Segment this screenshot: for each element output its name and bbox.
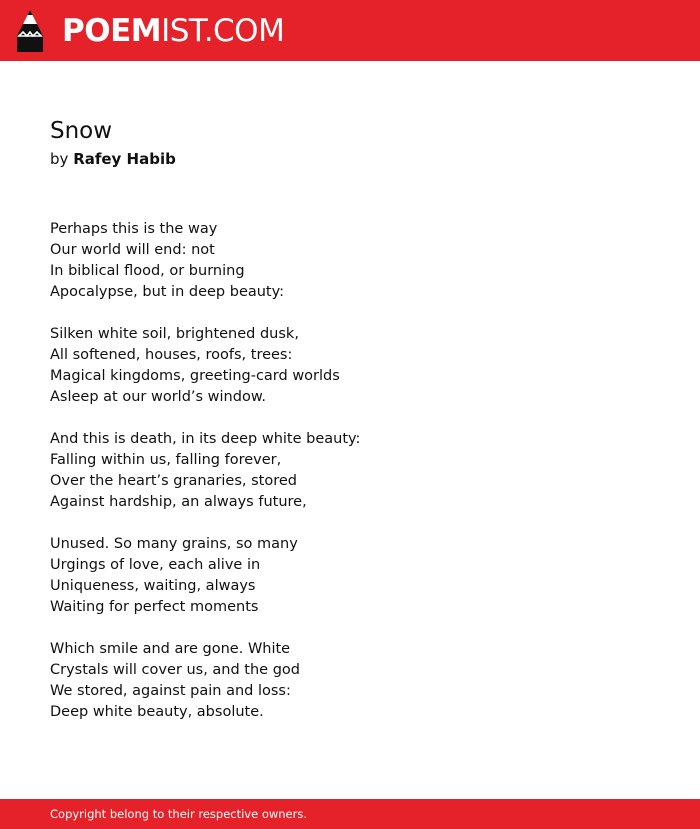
poem-line: In biblical flood, or burning: [50, 263, 245, 279]
poem-line: Falling within us, falling forever,: [50, 452, 282, 468]
poem-line: Crystals will cover us, and the god: [50, 662, 300, 678]
poem-line: All softened, houses, roofs, trees:: [50, 347, 293, 363]
poem-line: Over the heart’s granaries, stored: [50, 473, 297, 489]
poem-line: Urgings of love, each alive in: [50, 557, 261, 573]
poem-line: Apocalypse, but in deep beauty:: [50, 284, 285, 300]
pencil-icon[interactable]: [17, 10, 43, 52]
by-label: by: [50, 150, 69, 168]
poem-author[interactable]: Rafey Habib: [73, 150, 176, 168]
brand-rest: IST.COM: [161, 13, 285, 49]
stanza: [50, 429, 650, 513]
poem-line: We stored, against pain and loss:: [50, 683, 291, 699]
stanza: [50, 639, 650, 723]
poem-line: Deep white beauty, absolute.: [50, 704, 264, 720]
site-header: [0, 0, 700, 61]
poem-line: Waiting for perfect moments: [50, 599, 259, 615]
poem-title: Snow: [50, 118, 113, 144]
poem-line: Our world will end: not: [50, 242, 215, 258]
stanza: [50, 534, 650, 618]
poem-line: Against hardship, an always future,: [50, 494, 307, 510]
poem-byline: [50, 149, 176, 169]
poem-line: Unused. So many grains, so many: [50, 536, 298, 552]
poem-line: Magical kingdoms, greeting-card worlds: [50, 368, 340, 384]
poem-line: Asleep at our world’s window.: [50, 389, 266, 405]
site-logo-text[interactable]: [62, 13, 284, 49]
poem-body: [50, 219, 650, 744]
poem-line: Perhaps this is the way: [50, 221, 218, 237]
brand-bold: POEM: [62, 13, 162, 49]
poem-line: Uniqueness, waiting, always: [50, 578, 256, 594]
copyright-notice: Copyright belong to their respective owners.: [50, 807, 308, 821]
stanza: [50, 324, 650, 408]
stanza: [50, 219, 650, 303]
poem-line: And this is death, in its deep white beauty:: [50, 431, 361, 447]
site-footer: [0, 799, 700, 829]
poem-line: Silken white soil, brightened dusk,: [50, 326, 299, 342]
poem-line: Which smile and are gone. White: [50, 641, 291, 657]
